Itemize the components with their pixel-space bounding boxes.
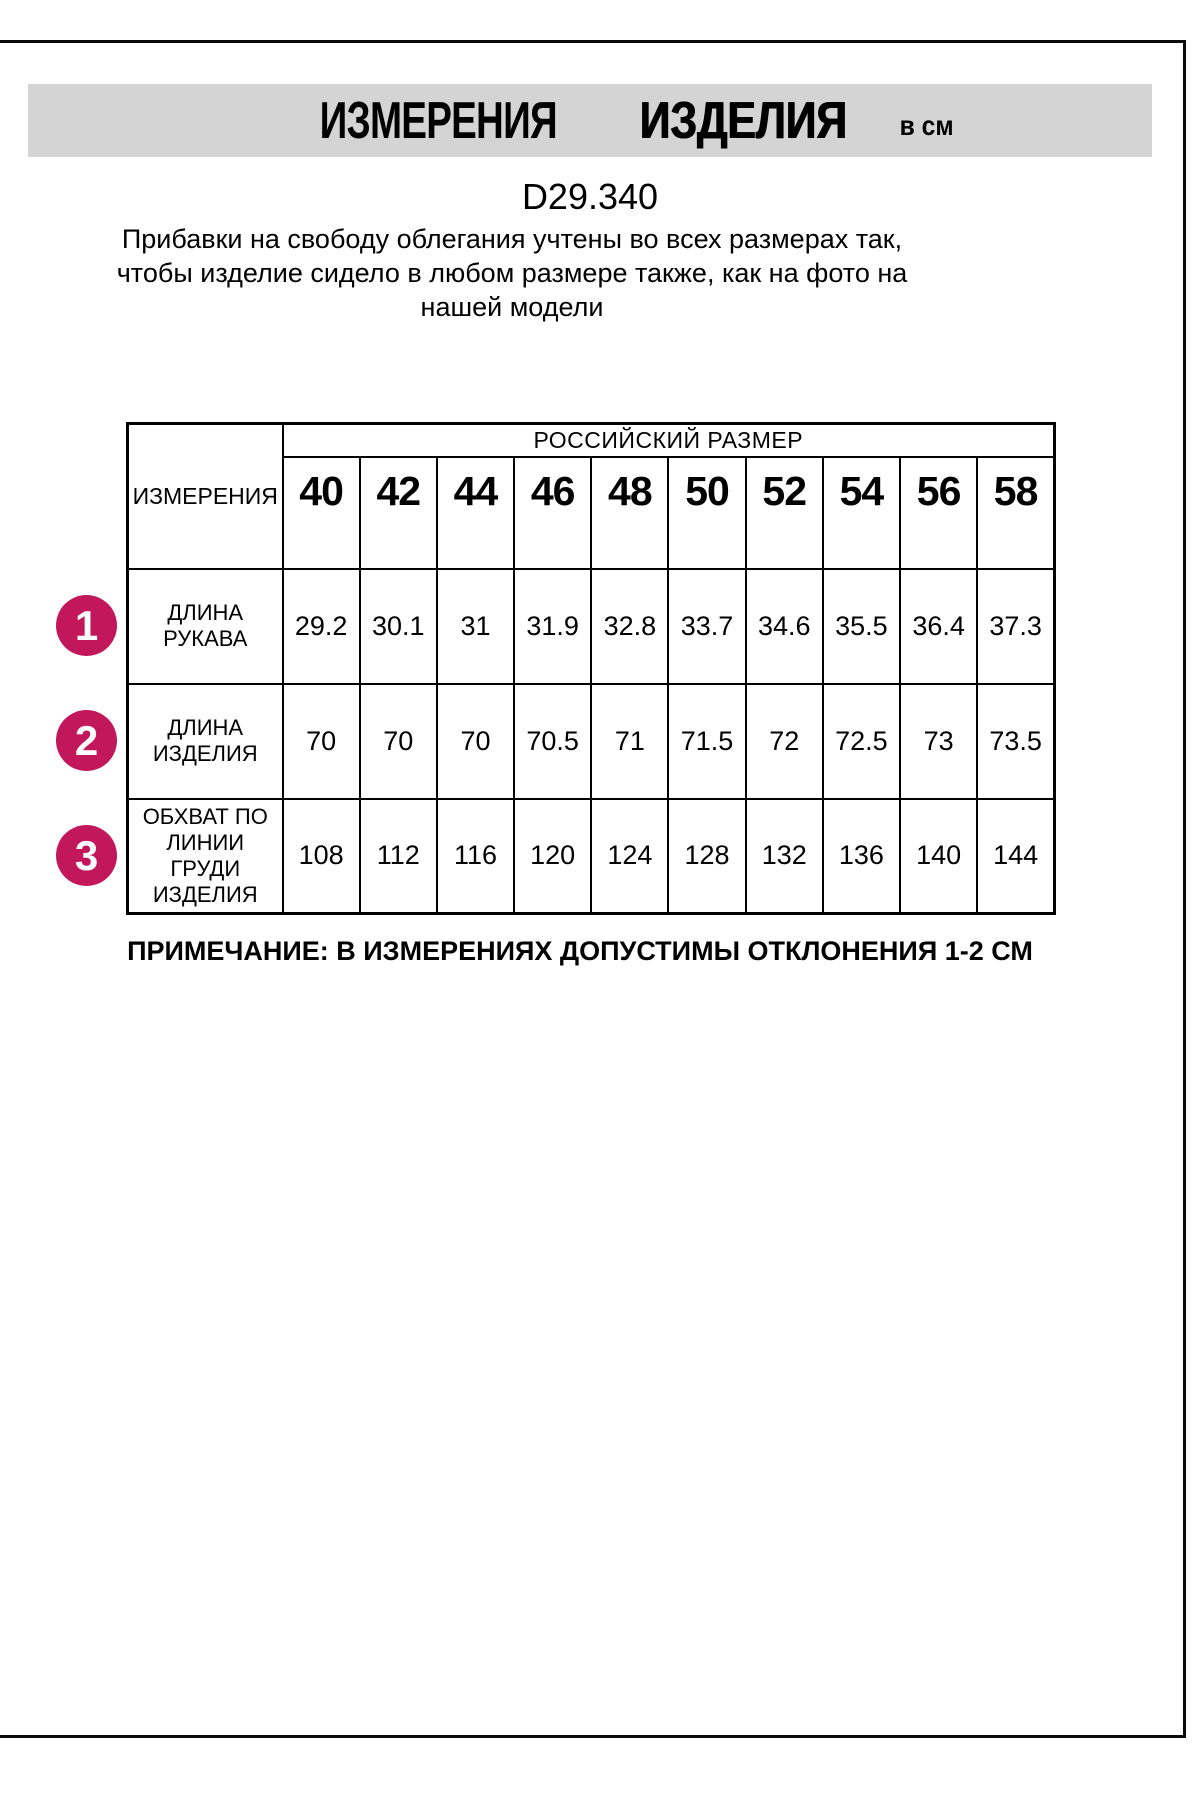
row-marker-1-number: 1 xyxy=(74,601,99,649)
measure-value-cell: 36.4 xyxy=(900,569,977,684)
row-marker-3-number: 3 xyxy=(74,831,99,879)
measure-value-cell: 108 xyxy=(283,799,360,914)
measure-value-cell: 71.5 xyxy=(668,684,745,799)
measure-value-cell: 31 xyxy=(437,569,514,684)
size-col-header: 50 xyxy=(668,457,745,569)
measure-value-cell: 73.5 xyxy=(977,684,1054,799)
size-col-header: 44 xyxy=(437,457,514,569)
measure-value-cell: 70 xyxy=(360,684,437,799)
measure-value-cell: 29.2 xyxy=(283,569,360,684)
size-col-header: 42 xyxy=(360,457,437,569)
measure-value-cell: 31.9 xyxy=(514,569,591,684)
measure-label-cell: ДЛИНА РУКАВА xyxy=(128,569,283,684)
measure-label-cell: ОБХВАТ ПО ЛИНИИ ГРУДИ ИЗДЕЛИЯ xyxy=(128,799,283,914)
size-col-header: 56 xyxy=(900,457,977,569)
measure-row xyxy=(128,569,1055,684)
row-marker-2 xyxy=(56,710,117,771)
size-col-header: 40 xyxy=(283,457,360,569)
measure-value-cell: 35.5 xyxy=(823,569,900,684)
row-marker-1 xyxy=(56,595,117,656)
measure-value-cell: 30.1 xyxy=(360,569,437,684)
measure-value-cell: 112 xyxy=(360,799,437,914)
measure-value-cell: 124 xyxy=(591,799,668,914)
measure-table-body xyxy=(128,424,1055,914)
measure-value-cell: 128 xyxy=(668,799,745,914)
measure-value-cell: 71 xyxy=(591,684,668,799)
corner-header-cell: ИЗМЕРЕНИЯ xyxy=(128,424,283,569)
measure-value-cell: 116 xyxy=(437,799,514,914)
size-col-header: 48 xyxy=(591,457,668,569)
size-col-header: 54 xyxy=(823,457,900,569)
size-group-header-cell: РОССИЙСКИЙ РАЗМЕР xyxy=(283,424,1055,457)
measure-value-cell: 37.3 xyxy=(977,569,1054,684)
row-marker-3 xyxy=(56,825,117,886)
product-code: D29.340 xyxy=(521,176,659,217)
measure-row xyxy=(128,684,1055,799)
size-table xyxy=(126,422,1056,915)
measure-value-cell: 34.6 xyxy=(746,569,823,684)
measure-value-cell: 136 xyxy=(823,799,900,914)
measure-value-cell: 144 xyxy=(977,799,1054,914)
measure-value-cell: 132 xyxy=(746,799,823,914)
title-unit: в см xyxy=(899,109,954,141)
measure-value-cell: 140 xyxy=(900,799,977,914)
tolerance-note: ПРИМЕЧАНИЕ: В ИЗМЕРЕНИЯХ ДОПУСТИМЫ ОТКЛОНЕНИЯ 1-2 СМ xyxy=(127,936,1033,966)
size-col-header: 46 xyxy=(514,457,591,569)
size-col-header: 58 xyxy=(977,457,1054,569)
group-header-row xyxy=(128,424,1055,457)
measure-value-cell: 72 xyxy=(746,684,823,799)
measure-row xyxy=(128,799,1055,914)
measure-label-cell: ДЛИНА ИЗДЕЛИЯ xyxy=(128,684,283,799)
fit-description: Прибавки на свободу облегания учтены во всех размерах так, чтобы изделие сидело в любом размере также, как на фото на нашей модели xyxy=(116,224,908,322)
measure-value-cell: 72.5 xyxy=(823,684,900,799)
measure-value-cell: 70 xyxy=(283,684,360,799)
measure-value-cell: 120 xyxy=(514,799,591,914)
measure-value-cell: 32.8 xyxy=(591,569,668,684)
measure-value-cell: 73 xyxy=(900,684,977,799)
title-product: ИЗДЕЛИЯ xyxy=(639,91,847,150)
header-bar xyxy=(28,84,1152,157)
size-col-header: 52 xyxy=(746,457,823,569)
measure-value-cell: 70 xyxy=(437,684,514,799)
measure-value-cell: 33.7 xyxy=(668,569,745,684)
row-marker-2-number: 2 xyxy=(74,716,99,764)
measure-value-cell: 70.5 xyxy=(514,684,591,799)
title-measurements: ИЗМЕРЕНИЯ xyxy=(319,91,558,150)
